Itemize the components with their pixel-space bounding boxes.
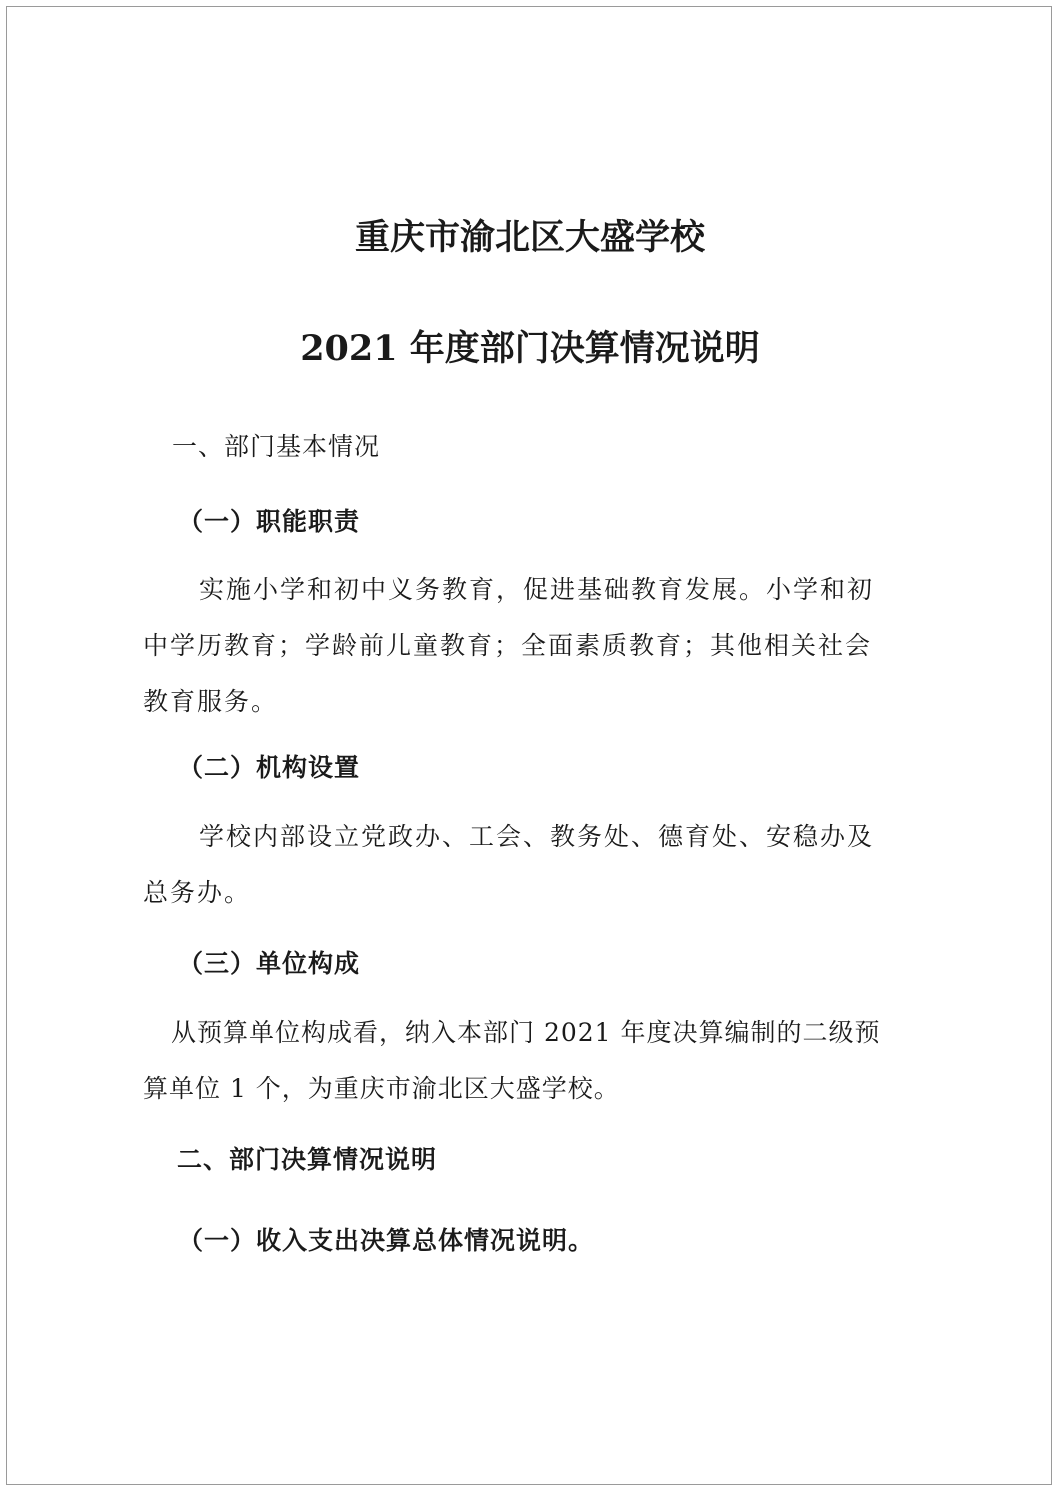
section-1-1-heading: （一）职能职责 bbox=[178, 507, 361, 536]
paragraph-line: 从预算单位构成看，纳入本部门 2021 年度决算编制的二级预 bbox=[171, 1018, 881, 1047]
paragraph-line: 中学历教育；学龄前儿童教育；全面素质教育；其他相关社会 bbox=[143, 631, 873, 660]
document-subtitle: 2021 年度部门决算情况说明 bbox=[300, 328, 760, 369]
section-1-3-heading: （三）单位构成 bbox=[178, 949, 361, 978]
paragraph-line: 实施小学和初中义务教育，促进基础教育发展。小学和初 bbox=[199, 575, 875, 604]
document-title: 重庆市渝北区大盛学校 bbox=[354, 217, 705, 258]
section-1-1-paragraph bbox=[143, 562, 918, 730]
section-1-heading: 一、部门基本情况 bbox=[172, 432, 381, 461]
paragraph-line: 总务办。 bbox=[143, 878, 252, 907]
section-2-1-heading: （一）收入支出决算总体情况说明。 bbox=[178, 1226, 595, 1255]
paragraph-line: 算单位 1 个，为重庆市渝北区大盛学校。 bbox=[143, 1074, 620, 1103]
section-1-2-paragraph bbox=[143, 809, 918, 921]
section-1-3-paragraph bbox=[143, 1005, 918, 1117]
paragraph-line: 教育服务。 bbox=[143, 687, 279, 716]
section-2-heading: 二、部门决算情况说明 bbox=[177, 1145, 438, 1174]
section-1-2-heading: （二）机构设置 bbox=[178, 753, 361, 782]
paragraph-line: 学校内部设立党政办、工会、教务处、德育处、安稳办及 bbox=[199, 822, 875, 851]
